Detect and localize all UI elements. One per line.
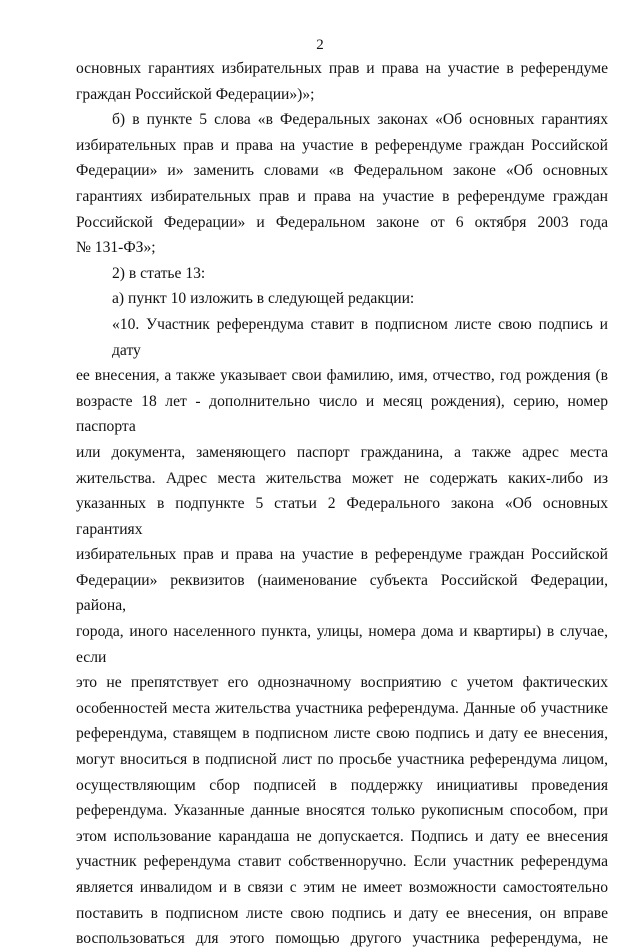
text-line: избирательных прав и права на участие в референдуме граждан Российской (76, 136, 608, 154)
text-line: это не препятствует его однозначному восприятию с учетом фактических (76, 674, 608, 692)
text-line: участник референдума ставит собственноручно. Если участник референдума (76, 853, 608, 871)
text-line: референдума, ставящем в подписном листе свою подпись и дату ее внесения, (76, 725, 608, 743)
text-line: или документа, заменяющего паспорт гражданина, а также адрес места (76, 443, 608, 461)
text-line: избирательных прав и права на участие в референдуме граждан Российской (76, 546, 608, 564)
text-line: ее внесения, а также указывает свои фамилию, имя, отчество, год рождения (в (76, 367, 608, 385)
text-line: могут вноситься в подписной лист по просьбе участника референдума лицом, (76, 751, 608, 769)
text-line: этом использование карандаша не допускается. Подпись и дату ее внесения (76, 827, 608, 845)
text-line: Федерации» и» заменить словами «в Федеральном законе «Об основных (76, 162, 608, 180)
text-line: «10. Участник референдума ставит в подписном листе свою подпись и дату (112, 315, 608, 359)
text-line: воспользоваться для этого помощью другого участника референдума, не (76, 930, 608, 948)
text-line: осуществляющим сбор подписей в поддержку инициативы проведения (76, 776, 608, 794)
text-line: а) пункт 10 изложить в следующей редакции: (112, 290, 415, 308)
text-line: 2) в статье 13: (112, 264, 206, 282)
document-body (76, 56, 608, 952)
text-line: основных гарантиях избирательных прав и права на участие в референдуме (76, 60, 608, 77)
text-line: указанных в подпункте 5 статьи 2 Федерального закона «Об основных гарантиях (76, 495, 608, 538)
text-line: гарантиях избирательных прав и права на участие в референдуме граждан (76, 187, 608, 205)
text-line: граждан Российской Федерации»)»; (76, 85, 315, 103)
text-line: жительства. Адрес места жительства может не содержать каких-либо из (76, 469, 608, 487)
text-line: поставить в подписном листе свою подпись и дату ее внесения, он вправе (76, 904, 608, 922)
text-line: референдума. Указанные данные вносятся только рукописным способом, при (76, 802, 608, 820)
text-line: б) в пункте 5 слова «в Федеральных законах «Об основных гарантиях (112, 111, 608, 129)
text-line: особенностей места жительства участника референдума. Данные об участнике (76, 699, 608, 717)
text-line: Федерации» реквизитов (наименование субъекта Российской Федерации, района, (76, 571, 608, 615)
text-line: Российской Федерации» и Федеральном законе от 6 октября 2003 года (76, 213, 608, 231)
text-line: возрасте 18 лет - дополнительно число и месяц рождения), серию, номер паспорта (76, 392, 608, 436)
page-number: 2 (316, 37, 324, 53)
text-line: города, иного населенного пункта, улицы, номера дома и квартиры) в случае, если (76, 623, 608, 666)
text-line: № 131-ФЗ»; (76, 239, 156, 257)
text-line: является инвалидом и в связи с этим не имеет возможности самостоятельно (76, 879, 608, 896)
